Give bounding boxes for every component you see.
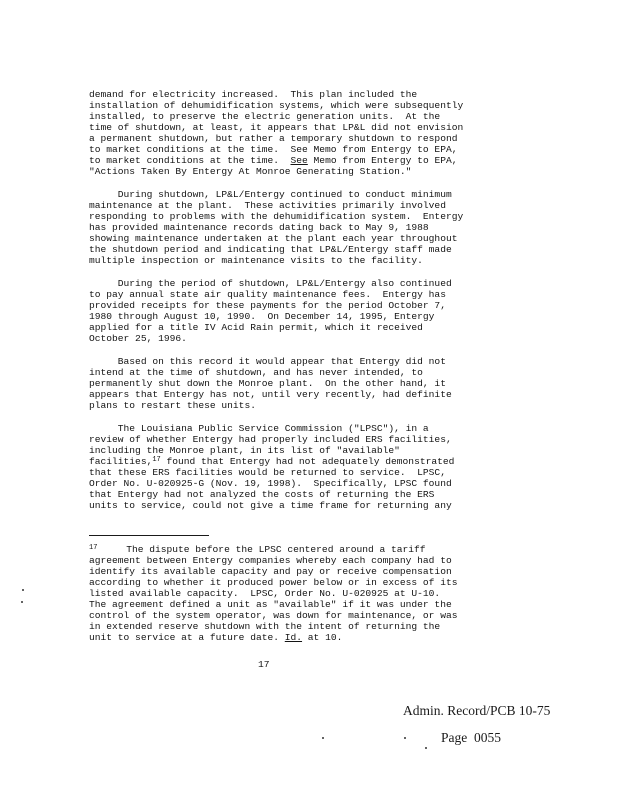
footnote-line: identify its available capacity and pay or receive compensation bbox=[89, 566, 452, 577]
text-line: that Entergy had not analyzed the costs of returning the ERS bbox=[89, 489, 435, 500]
footnote-line: agreement between Entergy companies whereby each company had to bbox=[89, 555, 452, 566]
text-line: to market conditions at the time. See Memo from Entergy to EPA, bbox=[89, 144, 458, 155]
scan-speck bbox=[22, 589, 24, 591]
text-line: October 25, 1996. bbox=[89, 333, 187, 344]
text-line: appears that Entergy has not, until very recently, had definite bbox=[89, 389, 452, 400]
text-fragment: found that Entergy had not adequately demonstrated bbox=[160, 456, 455, 467]
text-fragment: facilities, bbox=[89, 456, 153, 467]
text-line: including the Monroe plant, in its list of "available" bbox=[89, 445, 400, 456]
page-stamp-label: Page bbox=[441, 730, 468, 745]
footnote-line: control of the system operator, was down for maintenance, or was bbox=[89, 610, 458, 621]
text-line: permanently shut down the Monroe plant. On the other hand, it bbox=[89, 378, 446, 389]
text-line: 1980 through August 10, 1990. On December 14, 1995, Entergy bbox=[89, 311, 435, 322]
footnote-first-line bbox=[89, 544, 519, 555]
admin-record-stamp: Admin. Record/PCB 10-75 bbox=[403, 703, 551, 718]
page-number: 17 bbox=[258, 659, 270, 670]
body-text bbox=[89, 89, 519, 511]
footnote-section bbox=[89, 544, 519, 643]
footnote-number: 17 bbox=[89, 544, 98, 552]
page-stamp-value: 0055 bbox=[474, 730, 501, 745]
text-line-with-footnote-ref bbox=[89, 456, 519, 467]
text-line: review of whether Entergy had properly included ERS facilities, bbox=[89, 434, 452, 445]
page-stamp bbox=[441, 730, 501, 746]
text-line: During shutdown, LP&L/Entergy continued to conduct minimum bbox=[89, 189, 452, 200]
text-line: "Actions Taken By Entergy At Monroe Generating Station." bbox=[89, 166, 412, 177]
footnote-line: The agreement defined a unit as "available" if it was under the bbox=[89, 599, 452, 610]
id-citation: Id. bbox=[284, 632, 303, 643]
text-line-with-see: to market conditions at the time. See Memo from Entergy to EPA, bbox=[89, 155, 458, 166]
text-line: intend at the time of shutdown, and has never intended, to bbox=[89, 367, 423, 378]
text-line: installation of dehumidification systems, which were subsequently bbox=[89, 100, 464, 111]
footnote-divider bbox=[89, 535, 209, 536]
text-line: that these ERS facilities would be returned to service. LPSC, bbox=[89, 467, 446, 478]
text-line: time of shutdown, at least, it appears that LP&L did not envision bbox=[89, 122, 464, 133]
footnote-line: according to whether it produced power below or in excess of its bbox=[89, 577, 458, 588]
text-line: showing maintenance undertaken at the plant each year throughout bbox=[89, 233, 458, 244]
text-line: units to service, could not give a time frame for returning any bbox=[89, 500, 452, 511]
scan-speck bbox=[21, 601, 23, 603]
text-line: During the period of shutdown, LP&L/Entergy also continued bbox=[89, 278, 452, 289]
text-line: provided receipts for these payments for the period October 7, bbox=[89, 300, 446, 311]
scan-speck bbox=[322, 737, 324, 739]
text-line: applied for a title IV Acid Rain permit, which it received bbox=[89, 322, 423, 333]
text-fragment: unit to service at a future date. bbox=[89, 632, 279, 643]
footnote-last-line bbox=[89, 632, 519, 643]
text-line: to pay annual state air quality maintenance fees. Entergy has bbox=[89, 289, 446, 300]
text-line: plans to restart these units. bbox=[89, 400, 256, 411]
text-line: multiple inspection or maintenance visits to the facility. bbox=[89, 255, 423, 266]
text-fragment: at 10. bbox=[302, 632, 343, 643]
text-fragment: The dispute before the LPSC centered around a tariff bbox=[97, 544, 426, 555]
text-line: responding to problems with the dehumidification system. Entergy bbox=[89, 211, 464, 222]
text-line: The Louisiana Public Service Commission ("LPSC"), in a bbox=[89, 423, 429, 434]
text-line: has provided maintenance records dating back to May 9, 1988 bbox=[89, 222, 429, 233]
text-line: demand for electricity increased. This plan included the bbox=[89, 89, 418, 100]
text-line: a permanent shutdown, but rather a temporary shutdown to respond bbox=[89, 133, 458, 144]
scan-speck bbox=[425, 747, 427, 749]
footnote-line: in extended reserve shutdown with the intent of returning the bbox=[89, 621, 441, 632]
text-line: Order No. U-020925-G (Nov. 19, 1998). Specifically, LPSC found bbox=[89, 478, 452, 489]
text-line: installed, to preserve the electric generation units. At the bbox=[89, 111, 441, 122]
footnote-reference[interactable]: 17 bbox=[152, 456, 161, 464]
see-citation: See bbox=[290, 155, 308, 166]
text-line: maintenance at the plant. These activities primarily involved bbox=[89, 200, 446, 211]
text-line: the shutdown period and indicating that LP&L/Entergy staff made bbox=[89, 244, 452, 255]
footnote-line: listed available capacity. LPSC, Order No. U-020925 at U-10. bbox=[89, 588, 441, 599]
scan-speck bbox=[404, 737, 406, 739]
text-line: Based on this record it would appear that Entergy did not bbox=[89, 356, 446, 367]
